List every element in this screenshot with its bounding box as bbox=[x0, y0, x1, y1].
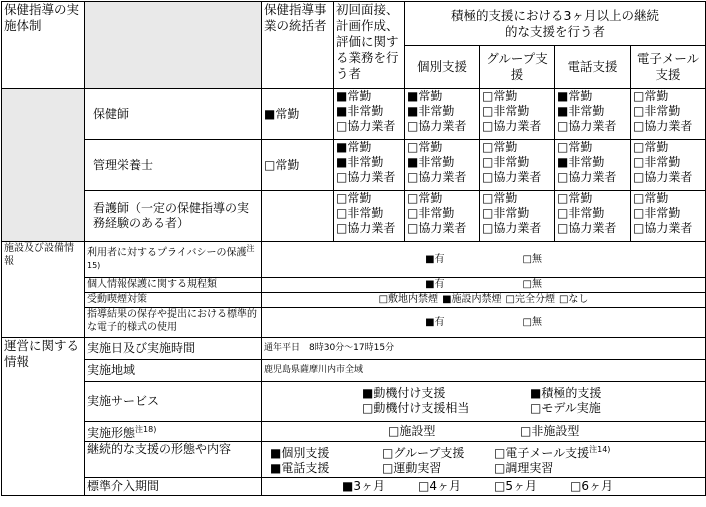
header-phone: 電話支援 bbox=[555, 46, 631, 89]
days-value: 通年平日 8時30分～17時15分 bbox=[262, 337, 706, 359]
phone-options: ■常勤 ■非常勤 □協力業者 bbox=[555, 89, 631, 140]
phone-options: □常勤 □非常勤 □協力業者 bbox=[555, 191, 631, 242]
header-blank bbox=[85, 2, 262, 89]
email-options: □常勤 □非常勤 □協力業者 bbox=[631, 140, 706, 191]
period-label: 標準介入期間 bbox=[85, 477, 262, 495]
header-initial: 初回面接、計画作成、評価に関する業務を行う者 bbox=[334, 2, 405, 89]
individual-options: ■常勤 ■非常勤 □協力業者 bbox=[405, 89, 480, 140]
header-active-group: 積極的支援における3ヶ月以上の継続的な支援を行う者 bbox=[405, 2, 706, 46]
form-value: □施設型 □非施設型 bbox=[262, 421, 706, 441]
health-guidance-table bbox=[1, 1, 706, 496]
smoke-label: 受動喫煙対策 bbox=[85, 292, 262, 307]
phone-options: □常勤 ■非常勤 □協力業者 bbox=[555, 140, 631, 191]
supervisor-value bbox=[262, 191, 334, 242]
cont-note: 注14) bbox=[589, 445, 611, 455]
group-options: □常勤 □非常勤 □協力業者 bbox=[480, 140, 555, 191]
form-label: 実施形態$^{注18)}$ bbox=[85, 421, 262, 441]
system-blank bbox=[2, 89, 85, 242]
initial-options: ■常勤 ■非常勤 □協力業者 bbox=[334, 140, 405, 191]
record-value: ■有 □無 bbox=[262, 307, 706, 337]
supervisor-value: ■常勤 bbox=[262, 89, 334, 140]
privacy-value: ■有 □無 bbox=[262, 242, 706, 278]
smoke-value: □敷地内禁煙 ■施設内禁煙 □完全分煙 □なし bbox=[262, 292, 706, 307]
form-note: 注18) bbox=[135, 424, 157, 434]
role-label: 管理栄養士 bbox=[85, 140, 262, 191]
facility-section: 施設及び設備情報 bbox=[2, 242, 85, 338]
supervisor-value: □常勤 bbox=[262, 140, 334, 191]
group-options: □常勤 □非常勤 □協力業者 bbox=[480, 191, 555, 242]
record-label: 指導結果の保存や提出における標準的な電子的様式の使用 bbox=[85, 307, 262, 337]
header-system: 保健指導の実施体制 bbox=[2, 2, 85, 89]
area-value: 鹿児島県薩摩川内市全域 bbox=[262, 359, 706, 381]
initial-options: □常勤 □非常勤 □協力業者 bbox=[334, 191, 405, 242]
staff-row bbox=[2, 140, 706, 191]
operation-section: 運営に関する情報 bbox=[2, 337, 85, 495]
days-label: 実施日及び実施時間 bbox=[85, 337, 262, 359]
area-label: 実施地域 bbox=[85, 359, 262, 381]
rules-value: ■有 □無 bbox=[262, 277, 706, 292]
header-email: 電子メール支援 bbox=[631, 46, 706, 89]
group-options: □常勤 □非常勤 □協力業者 bbox=[480, 89, 555, 140]
email-options: □常勤 □非常勤 □協力業者 bbox=[631, 191, 706, 242]
email-options: □常勤 □非常勤 □協力業者 bbox=[631, 89, 706, 140]
header-supervisor: 保健指導事業の統括者 bbox=[262, 2, 334, 89]
individual-options: □常勤 ■非常勤 □協力業者 bbox=[405, 140, 480, 191]
staff-row bbox=[2, 89, 706, 140]
rules-label: 個人情報保護に関する規程類 bbox=[85, 277, 262, 292]
staff-row bbox=[2, 191, 706, 242]
role-label: 看護師（一定の保健指導の実務経験のある者） bbox=[85, 191, 262, 242]
individual-options: □常勤 □非常勤 □協力業者 bbox=[405, 191, 480, 242]
header-group: グループ支援 bbox=[480, 46, 555, 89]
privacy-label: 利用者に対するプライバシーの保護$^{注15)}$ bbox=[85, 242, 262, 278]
privacy-note: 注15) bbox=[87, 244, 255, 271]
period-value: ■3ヶ月 □4ヶ月 □5ヶ月 □6ヶ月 bbox=[262, 477, 706, 495]
initial-options: ■常勤 ■非常勤 □協力業者 bbox=[334, 89, 405, 140]
cont-value: ■個別支援 □グループ支援 □電子メール支援$^{注14)}$ ■電話支援 □運動実習 □調理実習 bbox=[262, 441, 706, 477]
service-value: ■動機付け支援 ■積極的支援 □動機付け支援相当 □モデル実施 bbox=[262, 381, 706, 421]
cont-label: 継続的な支援の形態や内容 bbox=[85, 441, 262, 477]
service-label: 実施サービス bbox=[85, 381, 262, 421]
header-individual: 個別支援 bbox=[405, 46, 480, 89]
role-label: 保健師 bbox=[85, 89, 262, 140]
